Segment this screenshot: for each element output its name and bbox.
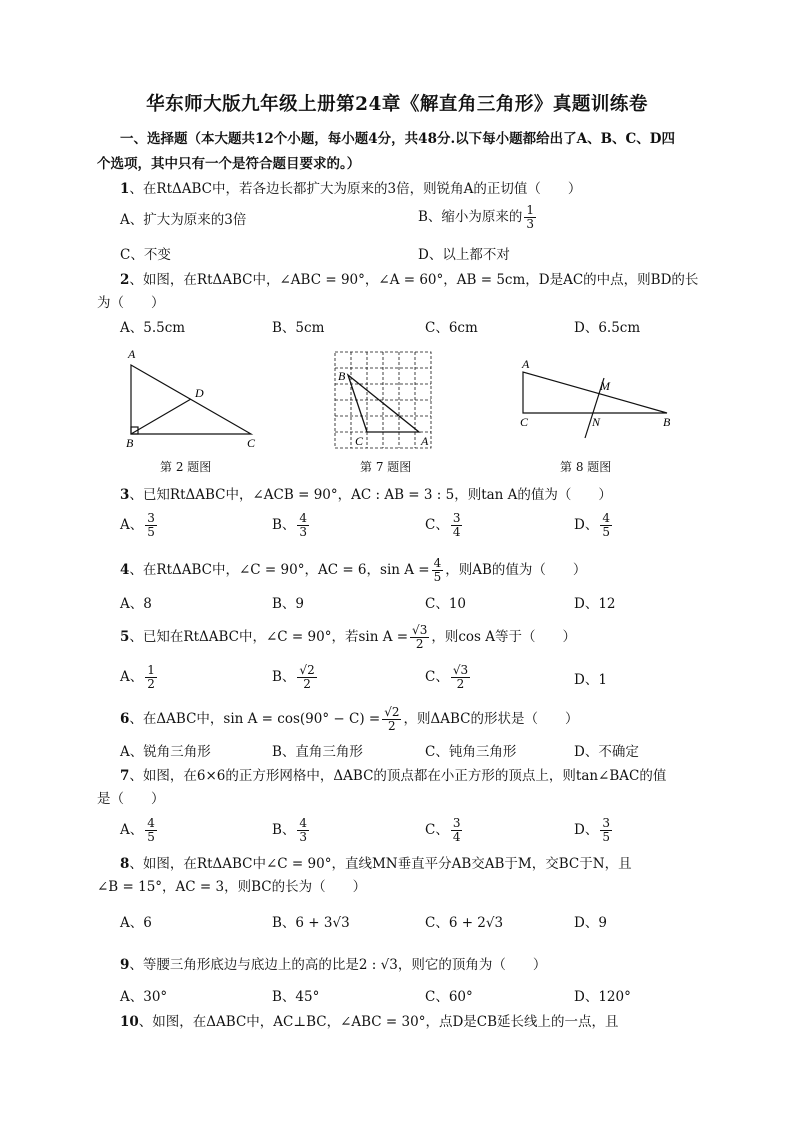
q6-option-d: D、不确定 [574,744,639,760]
question-6: 6、在ΔABC中，sin A = cos(90° − C) = $\frac{√2}{2}$ ，则ΔABC的形状是（ ） [120,705,579,733]
section-heading: 一、选择题（本大题共12个小题，每小题4分，共48分.以下每小题都给出了A、B、C、D四 [120,131,676,147]
fig2-label-c: C [247,436,256,450]
q2-option-a: A、5.5cm [120,320,186,336]
q8-option-b: B、6 + 3√3 [272,915,350,931]
q9-option-c: C、60° [425,989,473,1005]
q6-option-c: C、钝角三角形 [425,744,517,760]
q1-option-b: B、缩小为原来的 $\frac{1}{3}$ [418,203,535,231]
fig7-label-a: A [421,434,429,448]
fig8-label-n: N [592,415,601,429]
q2-option-d: D、6.5cm [574,320,641,336]
fig8-label-m: M [600,379,610,393]
q7-option-b: B、 $\frac{4}{3}$ [272,816,308,844]
q2-option-c: C、6cm [425,320,478,336]
fig2-caption: 第 2 题图 [160,460,212,474]
q7-option-a: A、 $\frac{4}{5}$ [120,816,155,844]
q8-option-d: D、9 [574,915,607,931]
question-7-cont: 是（ ） [97,791,165,807]
fig7-caption: 第 7 题图 [360,460,412,474]
question-2-cont: 为（ ） [97,295,165,311]
question-7: 7、如图，在6×6的正方形网格中，ΔABC的顶点都在小正方形的顶点上，则tan∠BAC的值 [120,768,667,784]
page-title: 华东师大版九年级上册第24章《解直角三角形》真题训练卷 [146,94,648,115]
q2-option-b: B、5cm [272,320,325,336]
fig2-label-b: B [126,436,134,450]
question-9: 9、等腰三角形底边与底边上的高的比是2 : √3，则它的顶角为（ ） [120,957,547,973]
q5-option-c: C、 $\frac{√3}{2}$ [425,663,469,691]
section-heading-cont: 个选项，其中只有一个是符合题目要求的。） [97,156,361,172]
q8-option-a: A、6 [120,915,152,931]
fig8-label-c: C [520,415,529,429]
q4-option-a: A、8 [120,596,152,612]
q4-option-c: C、10 [425,596,467,612]
q7-option-c: C、 $\frac{3}{4}$ [425,816,461,844]
question-4: 4、在RtΔABC中，∠C = 90°，AC = 6，sin A = $\frac{4}{5}$ ，则AB的值为（ ） [120,556,587,584]
question-2: 2、如图，在RtΔABC中，∠ABC = 90°，∠A = 60°，AB = 5cm，D是AC的中点，则BD的长 [120,272,699,288]
figure-2-triangle [131,365,251,434]
q6-option-b: B、直角三角形 [272,744,363,760]
q4-option-d: D、12 [574,596,616,612]
fig7-label-c: C [355,434,364,448]
q5-option-a: A、 $\frac{1}{2}$ [120,663,155,691]
q6-option-a: A、锐角三角形 [120,744,211,760]
q5-option-d: D、1 [574,672,607,688]
q9-option-d: D、120° [574,989,631,1005]
fig2-label-d: D [195,386,204,400]
question-5: 5、已知在RtΔABC中，∠C = 90°，若sin A = $\frac{√3}{2}$ ，则cos A等于（ ） [120,623,576,651]
q4-option-b: B、9 [272,596,305,612]
q3-option-a: A、 $\frac{3}{5}$ [120,511,155,539]
q1-option-a: A、扩大为原来的3倍 [120,212,247,228]
q1-option-c: C、不变 [120,247,171,263]
q7-option-d: D、 $\frac{3}{5}$ [574,816,610,844]
q3-option-b: B、 $\frac{4}{3}$ [272,511,308,539]
question-10: 10、如图，在ΔABC中，AC⊥BC，∠ABC = 30°，点D是CB延长线上的一点，且 [120,1014,619,1030]
fig8-label-b: B [663,415,671,429]
q9-option-b: B、45° [272,989,320,1005]
fig8-caption: 第 8 题图 [560,460,612,474]
q9-option-a: A、30° [120,989,168,1005]
fig7-label-b: B [338,369,346,383]
question-3: 3、已知RtΔABC中，∠ACB = 90°，AC : AB = 3 : 5，则tan A的值为（ ） [120,487,612,503]
question-8-cont: ∠B = 15°，AC = 3，则BC的长为（ ） [97,879,367,895]
q5-option-b: B、 $\frac{√2}{2}$ [272,663,315,691]
figure-7-grid [335,352,431,448]
question-8: 8、如图，在RtΔABC中∠C = 90°，直线MN垂直平分AB交AB于M，交BC于N，且 [120,856,632,872]
fig8-label-a: A [522,357,530,371]
fig2-label-a: A [128,347,136,361]
question-1: 1、在RtΔABC中，若各边长都扩大为原来的3倍，则锐角A的正切值（ ） [120,181,582,197]
q8-option-c: C、6 + 2√3 [425,915,504,931]
figure-7-triangle [348,375,419,432]
q1-option-d: D、以上都不对 [418,247,510,263]
figures-row [0,340,794,460]
q3-option-c: C、 $\frac{3}{4}$ [425,511,461,539]
q3-option-d: D、 $\frac{4}{5}$ [574,511,610,539]
